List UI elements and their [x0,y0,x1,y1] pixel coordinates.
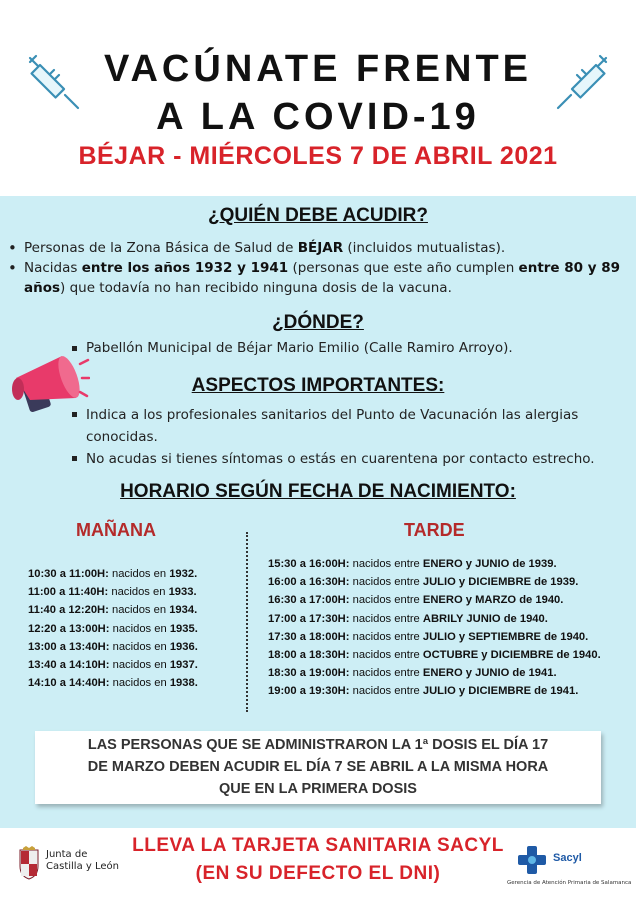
footer [0,828,636,900]
schedule-time: 18:00 a 18:30H: [268,649,350,662]
schedule-range: 1937. [169,659,198,672]
notice-box [35,731,601,804]
jcyl-shield-icon [18,846,40,880]
schedule-time: 14:10 a 14:40H: [28,677,110,690]
notice-line: DE MARZO DEBEN ACUDIR EL DÍA 7 SE ABRIL A LA MISMA HORA [87,759,549,775]
header [0,0,636,196]
schedule-text: nacidos entre [349,594,423,607]
schedule-text: nacidos entre [349,630,423,643]
donde-list [70,338,610,358]
footer-line-1: LLEVA LA TARJETA SANITARIA SACYL [132,835,504,856]
schedule-range: 1938. [169,677,198,690]
schedule-row [28,638,238,656]
schedule-row [268,646,628,664]
list-item: • Nacidas entre los años 1932 y 1941 (personas que este año cumplen entre 80 y 89 años) que todavía no han recibido ninguna dosis de la vacuna. [8,258,628,298]
schedule-text: nacidos en [109,677,170,690]
quien-list [8,238,628,298]
schedule-range: ABRILY JUNIO de 1940. [422,612,548,625]
schedule-time: 19:00 a 19:30H: [268,685,350,698]
schedule-text: nacidos entre [349,649,423,662]
title-line-1: VACÚNATE FRENTE [103,48,533,90]
list-item: • Personas de la Zona Básica de Salud de BÉJAR (incluidos mutualistas). [8,238,628,258]
schedule-row [28,565,238,583]
schedule-row [28,656,238,674]
subtitle-date: BÉJAR - MIÉRCOLES 7 DE ABRIL 2021 [78,142,558,170]
schedule-range: 1934. [169,604,198,617]
schedule-range: 1932. [169,568,198,580]
donde-title: ¿DÓNDE? [272,312,364,333]
schedule-range: JULIO y DICIEMBRE de 1939. [422,576,579,589]
sacyl-logo [507,838,632,894]
schedule-time: 16:00 a 16:30H: [268,576,350,589]
schedule-text: nacidos entre [349,667,423,680]
horario-title: HORARIO SEGÚN FECHA DE NACIMIENTO: [120,481,516,502]
schedule-range: ENERO y MARZO de 1940. [422,594,564,607]
schedule-time: 17:30 a 18:00H: [268,630,350,643]
schedule-range: OCTUBRE y DICIEMBRE de 1940. [422,649,601,662]
schedule-time: 11:00 a 11:40H: [28,586,109,599]
schedule-row [28,674,238,692]
schedule-time: 13:40 a 14:10H: [28,659,110,672]
sacyl-subtitle: Gerencia de Atención Primaria de Salamanca [507,880,632,886]
schedule-text: nacidos en [109,622,170,635]
schedule-row [28,601,238,619]
schedule-text: nacidos en [108,604,170,617]
schedule-range: ENERO y JUNIO de 1941. [422,667,557,680]
schedule-row [268,682,628,700]
schedule-range: JULIO y DICIEMBRE de 1941. [422,685,579,698]
aspectos-list [70,404,610,470]
schedule-row [268,664,628,682]
schedule-row [268,591,628,609]
schedule-row [268,628,628,646]
schedule-time: 13:00 a 13:40H: [28,640,110,653]
schedule-time: 15:30 a 16:00H: [268,558,350,570]
list-item: Pabellón Municipal de Béjar Mario Emilio (Calle Ramiro Arroyo). [70,338,610,358]
aspectos-title: ASPECTOS IMPORTANTES: [191,375,445,396]
manana-schedule [28,565,238,692]
schedule-time: 10:30 a 11:00H: [28,568,109,580]
schedule-range: ENERO y JUNIO de 1939. [422,558,557,570]
schedule-text: nacidos entre [349,685,423,698]
schedule-time: 16:30 a 17:00H: [268,594,350,607]
schedule-row [268,610,628,628]
schedule-text: nacidos en [109,659,170,672]
notice-line: LAS PERSONAS QUE SE ADMINISTRARON LA 1ª DOSIS EL DÍA 17 [87,737,549,753]
schedule-row [28,620,238,638]
quien-title: ¿QUIÉN DEBE ACUDIR? [208,205,428,226]
list-item: No acudas si tienes síntomas o estás en cuarentena por contacto estrecho. [70,448,610,470]
schedule-row [268,573,628,591]
schedule-time: 18:30 a 19:00H: [268,667,350,680]
schedule-range: JULIO y SEPTIEMBRE de 1940. [422,630,589,643]
schedule-text: nacidos en [108,586,169,599]
sacyl-name: Sacyl [553,852,582,864]
manana-title: MAÑANA [76,520,156,540]
schedule-time: 11:40 a 12:20H: [28,604,109,617]
list-item: Indica a los profesionales sanitarios del Punto de Vacunación las alergias conocidas. [70,404,610,448]
schedule-time: 12:20 a 13:00H: [28,622,110,635]
jcyl-line2: Castilla y León [46,861,119,872]
tarde-schedule [268,555,628,701]
tarde-title: TARDE [404,520,465,540]
schedule-row [268,555,628,573]
schedule-time: 17:00 a 17:30H: [268,612,350,625]
schedule-range: 1935. [169,622,198,635]
notice-line: QUE EN LA PRIMERA DOSIS [219,781,417,797]
schedule-range: 1936. [169,640,198,653]
title-line-2: A LA COVID-19 [156,96,480,138]
jcyl-logo [18,846,118,886]
footer-line-2: (EN SU DEFECTO EL DNI) [195,863,441,884]
schedule-text: nacidos entre [349,612,423,625]
schedule-text: nacidos en [108,568,170,580]
column-divider [246,532,248,712]
schedule-text: nacidos entre [349,576,423,589]
schedule-text: nacidos en [109,640,170,653]
jcyl-line1: Junta de [46,849,88,860]
schedule-range: 1933. [168,586,197,599]
sacyl-cross-icon [515,842,551,878]
schedule-row [28,583,238,601]
schedule-text: nacidos entre [349,558,423,570]
